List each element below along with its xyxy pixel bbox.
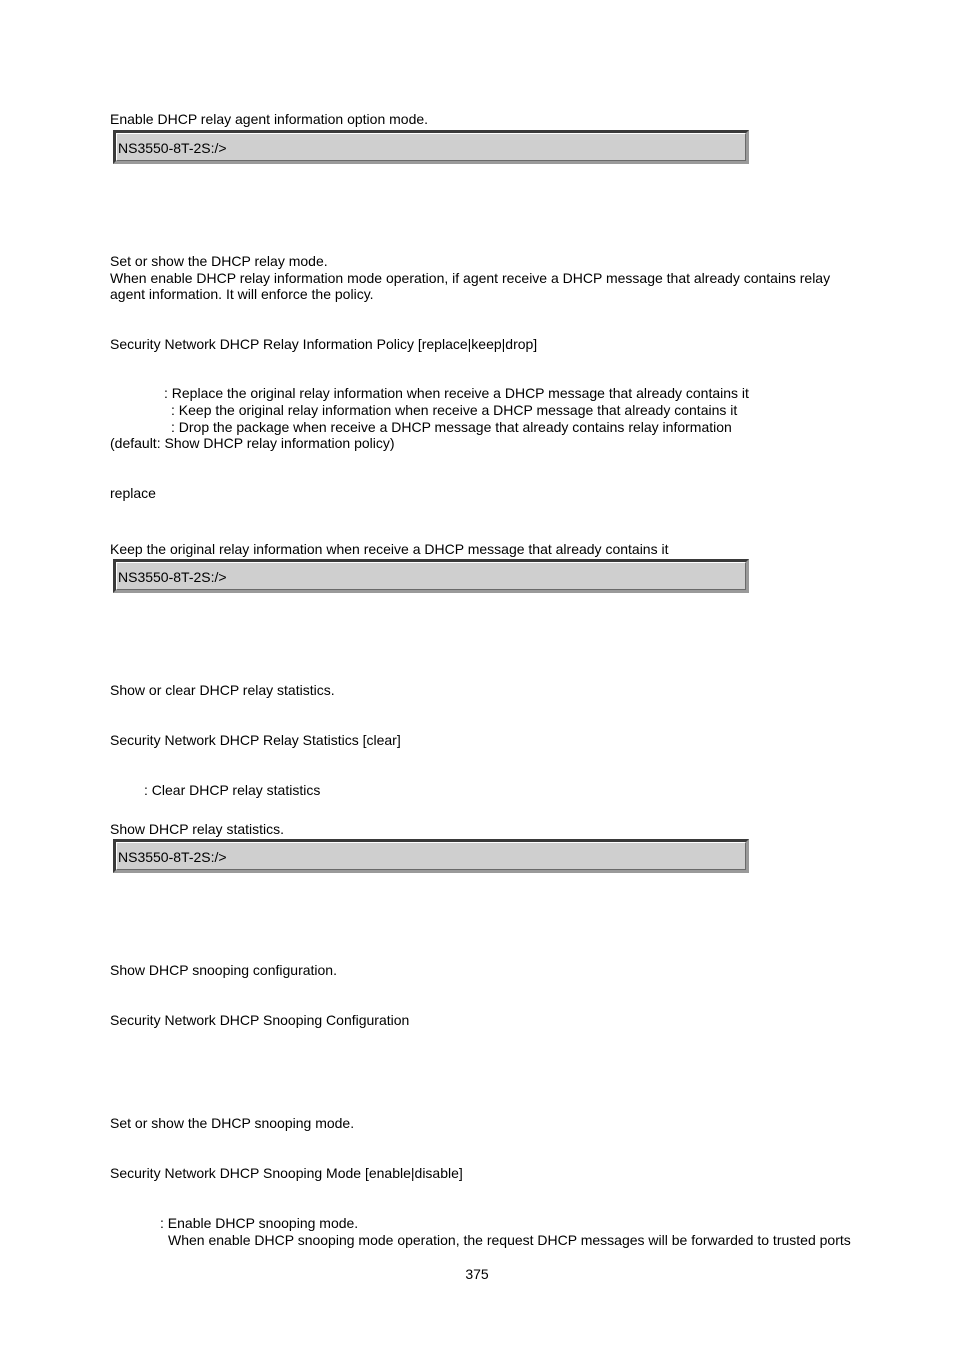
relay-policy-default-value: replace [110, 485, 156, 501]
relay-statistics-param-clear: : Clear DHCP relay statistics [144, 782, 321, 798]
snooping-mode-param-enable: : Enable DHCP snooping mode. [160, 1215, 359, 1231]
relay-policy-example-desc: Keep the original relay information when receive a DHCP message that already contains it [110, 541, 669, 557]
relay-policy-param-keep: : Keep the original relay information when receive a DHCP message that already contains it [171, 402, 738, 418]
relay-info-mode-example-desc: Enable DHCP relay agent information option mode. [110, 111, 429, 127]
relay-policy-syntax: Security Network DHCP Relay Information Policy [replace|keep|drop] [110, 336, 538, 352]
relay-policy-param-drop: : Drop the package when receive a DHCP message that already contains relay information [171, 419, 732, 435]
snooping-mode-syntax: Security Network DHCP Snooping Mode [enable|disable] [110, 1165, 463, 1181]
command-prompt-text: NS3550-8T-2S:/> [118, 140, 227, 156]
command-prompt-box [113, 839, 749, 873]
relay-policy-description-3: agent information. It will enforce the policy. [110, 286, 374, 302]
relay-policy-default-note: (default: Show DHCP relay information policy) [110, 435, 395, 451]
snooping-mode-description: Set or show the DHCP snooping mode. [110, 1115, 355, 1131]
relay-policy-description-2: When enable DHCP relay information mode operation, if agent receive a DHCP message that already contains relay [110, 270, 831, 286]
relay-statistics-description: Show or clear DHCP relay statistics. [110, 682, 335, 698]
command-prompt-text: NS3550-8T-2S:/> [118, 849, 227, 865]
snooping-config-description: Show DHCP snooping configuration. [110, 962, 337, 978]
command-prompt-box [113, 559, 749, 593]
command-prompt-box [113, 130, 749, 164]
relay-statistics-example-desc: Show DHCP relay statistics. [110, 821, 285, 837]
snooping-mode-param-enable-cont: When enable DHCP snooping mode operation, the request DHCP messages will be forwarded to trusted ports [168, 1232, 851, 1248]
page-number: 375 [465, 1266, 489, 1282]
snooping-config-syntax: Security Network DHCP Snooping Configuration [110, 1012, 410, 1028]
relay-policy-description: Set or show the DHCP relay mode. [110, 253, 328, 269]
relay-statistics-syntax: Security Network DHCP Relay Statistics [clear] [110, 732, 401, 748]
relay-policy-param-replace: : Replace the original relay information when receive a DHCP message that already contains it [164, 385, 749, 401]
command-prompt-text: NS3550-8T-2S:/> [118, 569, 227, 585]
